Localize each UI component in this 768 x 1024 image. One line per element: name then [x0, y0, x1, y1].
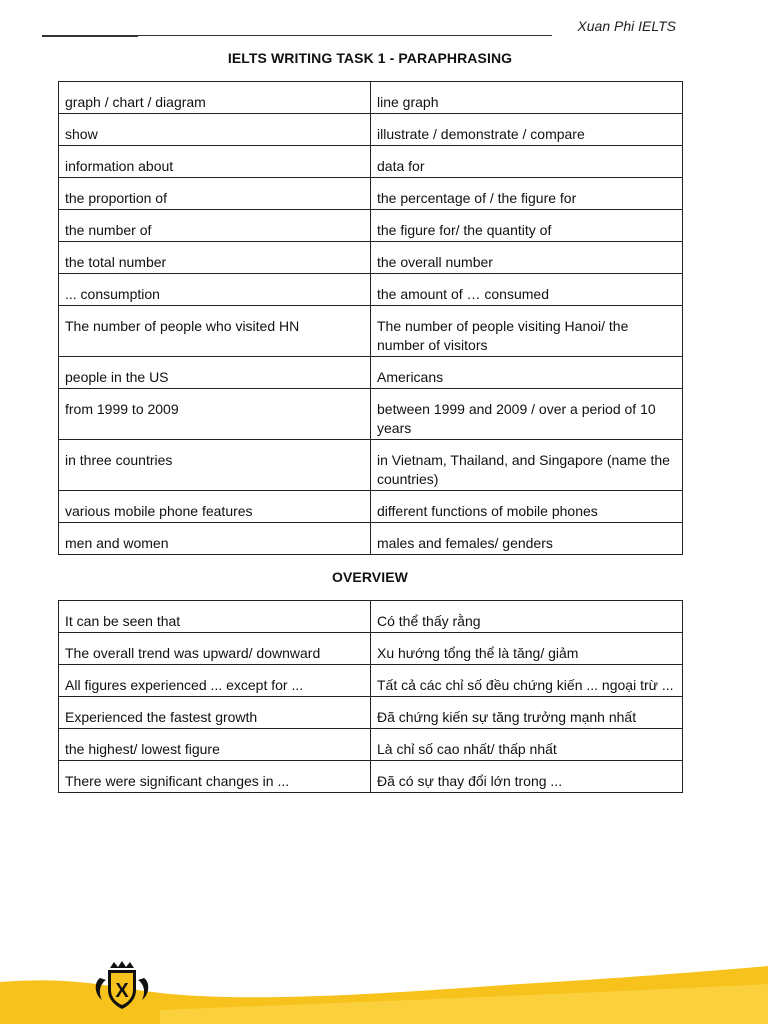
paraphrasing-paraphrase: the figure for/ the quantity of [371, 210, 683, 242]
paraphrasing-row [59, 357, 683, 389]
overview-table [58, 600, 683, 793]
overview-paraphrase: Là chỉ số cao nhất/ thấp nhất [371, 729, 683, 761]
paraphrasing-table [58, 81, 683, 555]
svg-text:X: X [115, 980, 129, 1002]
paraphrasing-term: show [59, 114, 371, 146]
paraphrasing-term: from 1999 to 2009 [59, 389, 371, 440]
overview-paraphrase: Có thể thấy rằng [371, 601, 683, 633]
overview-paraphrase: Tất cả các chỉ số đều chứng kiến ... ngoại trừ ... [371, 665, 683, 697]
paraphrasing-paraphrase: the percentage of / the figure for [371, 178, 683, 210]
overview-row [59, 601, 683, 633]
paraphrasing-row [59, 210, 683, 242]
paraphrasing-row [59, 389, 683, 440]
overview-row [59, 665, 683, 697]
paraphrasing-paraphrase: males and females/ genders [371, 523, 683, 555]
paraphrasing-paraphrase: data for [371, 146, 683, 178]
paraphrasing-row [59, 491, 683, 523]
overview-paraphrase: Xu hướng tổng thể là tăng/ giảm [371, 633, 683, 665]
overview-term: the highest/ lowest figure [59, 729, 371, 761]
paraphrasing-paraphrase: line graph [371, 82, 683, 114]
overview-row [59, 697, 683, 729]
paraphrasing-term: graph / chart / diagram [59, 82, 371, 114]
overview-term: All figures experienced ... except for ... [59, 665, 371, 697]
paraphrasing-row [59, 242, 683, 274]
paraphrasing-row [59, 274, 683, 306]
paraphrasing-term: The number of people who visited HN [59, 306, 371, 357]
paraphrasing-paraphrase: in Vietnam, Thailand, and Singapore (name the countries) [371, 440, 683, 491]
paraphrasing-paraphrase: illustrate / demonstrate / compare [371, 114, 683, 146]
section-title-paraphrasing: IELTS WRITING TASK 1 - PARAPHRASING [227, 50, 513, 66]
paraphrasing-paraphrase: Americans [371, 357, 683, 389]
overview-term: There were significant changes in ... [59, 761, 371, 793]
overview-row [59, 633, 683, 665]
paraphrasing-row [59, 523, 683, 555]
section-title-overview: OVERVIEW [331, 569, 408, 585]
overview-paraphrase: Đã chứng kiến sự tăng trưởng mạnh nhất [371, 697, 683, 729]
paraphrasing-paraphrase: between 1999 and 2009 / over a period of 10 years [371, 389, 683, 440]
paraphrasing-row [59, 146, 683, 178]
paraphrasing-row [59, 178, 683, 210]
paraphrasing-term: in three countries [59, 440, 371, 491]
crown-shield-logo-icon [92, 960, 152, 1012]
paraphrasing-row [59, 82, 683, 114]
paraphrasing-paraphrase: the overall number [371, 242, 683, 274]
paraphrasing-row [59, 114, 683, 146]
paraphrasing-term: various mobile phone features [59, 491, 371, 523]
paraphrasing-paraphrase: different functions of mobile phones [371, 491, 683, 523]
paraphrasing-row [59, 440, 683, 491]
paraphrasing-paraphrase: The number of people visiting Hanoi/ the number of visitors [371, 306, 683, 357]
overview-term: The overall trend was upward/ downward [59, 633, 371, 665]
overview-term: Experienced the fastest growth [59, 697, 371, 729]
paraphrasing-row [59, 306, 683, 357]
paraphrasing-paraphrase: the amount of … consumed [371, 274, 683, 306]
paraphrasing-term: the number of [59, 210, 371, 242]
paraphrasing-term: men and women [59, 523, 371, 555]
paraphrasing-term: information about [59, 146, 371, 178]
paraphrasing-term: people in the US [59, 357, 371, 389]
logo [92, 960, 152, 1012]
overview-row [59, 761, 683, 793]
paraphrasing-term: ... consumption [59, 274, 371, 306]
overview-term: It can be seen that [59, 601, 371, 633]
paraphrasing-term: the total number [59, 242, 371, 274]
header-brand: Xuan Phi IELTS [577, 18, 676, 34]
paraphrasing-term: the proportion of [59, 178, 371, 210]
overview-row [59, 729, 683, 761]
overview-paraphrase: Đã có sự thay đổi lớn trong ... [371, 761, 683, 793]
header-divider-accent [42, 35, 138, 37]
